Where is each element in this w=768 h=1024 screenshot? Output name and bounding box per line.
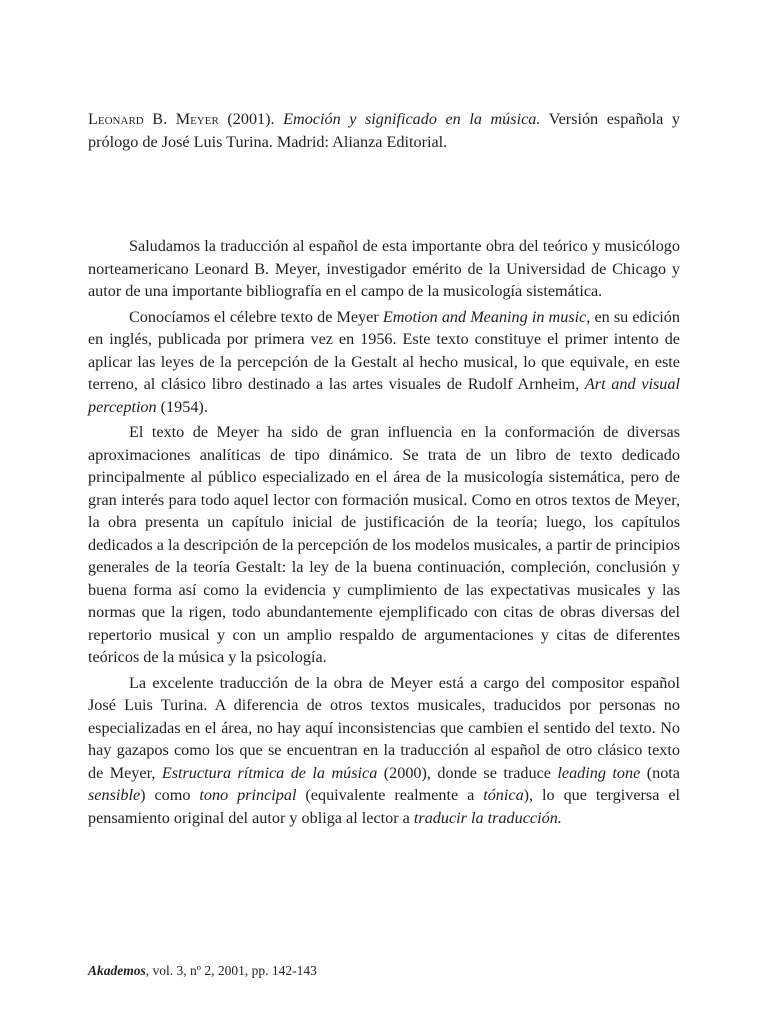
review-body bbox=[88, 235, 680, 829]
text-segment: (1954). bbox=[156, 397, 208, 416]
italic-segment: traducir la traducción. bbox=[413, 808, 562, 827]
text-segment: (equivalente realmente a bbox=[296, 786, 484, 804]
italic-segment: Emotion and Meaning in music, bbox=[382, 307, 591, 326]
text-segment: La excelente traducción de la obra de Meyer está a cargo del compositor español José Luis Turina. A diferencia de otros textos musicales, traducidos por personas no especializadas en el área, no hay aquí inconsistencias que cambien el sentido del texto. No hay gazapos como los que se encuentran en la traducción al español de otro clásico texto de Meyer, bbox=[88, 673, 680, 782]
text-segment: (nota bbox=[640, 763, 680, 782]
italic-segment: Estructura rítmica de la música bbox=[161, 763, 378, 782]
body-paragraph bbox=[88, 306, 680, 419]
italic-segment: tónica bbox=[483, 786, 524, 804]
italic-segment: leading tone bbox=[557, 763, 641, 782]
citation-year: (2001). bbox=[227, 110, 275, 128]
journal-name: Akademos bbox=[88, 963, 146, 978]
body-paragraph bbox=[88, 421, 680, 669]
citation-rest: Versión española y prólogo de José Luis Turina. Madrid: Alianza Editorial. bbox=[88, 110, 680, 151]
text-segment: Conocíamos el célebre texto de Meyer bbox=[129, 307, 383, 326]
text-segment: El texto de Meyer ha sido de gran influencia en la conformación de diversas aproximaciones analíticas de tipo dinámico. Se trata de un libro de texto dedicado principalmente al público especializado en el área de la musicología sistemática, pero de gran interés para todo aquel lector con formación musical. Como en otros textos de Meyer, la obra presenta un capítulo inicial de justificación de la teoría; luego, los capítulos dedicados a la descripción de la percepción de los modelos musicales, a partir de principios generales de la teoría Gestalt: la ley de la buena continuación, compleción, conclusión y buena forma así como la evidencia y cumplimiento de las expectativas musicales y las normas que la rigen, todo abundantemente ejemplificado con citas de obras diversas del repertorio musical y con un amplio respaldo de argumentaciones y citas de diferentes teóricos de la música y la psicología. bbox=[88, 423, 680, 666]
italic-segment: tono principal bbox=[199, 786, 297, 804]
body-paragraph bbox=[88, 235, 680, 303]
italic-segment: sensible bbox=[88, 786, 141, 804]
book-citation bbox=[88, 108, 680, 153]
page-footer bbox=[88, 962, 317, 980]
text-segment: (2000), donde se traduce bbox=[377, 763, 558, 782]
text-segment: ), lo que tergiversa el pensamiento original del autor y obliga al lector a bbox=[88, 786, 681, 827]
italic-segment: Art and visual perception bbox=[88, 375, 680, 416]
citation-title: Emoción y significado en la música. bbox=[283, 110, 541, 128]
body-paragraph bbox=[88, 672, 680, 830]
citation-author: Leonard B. Meyer bbox=[88, 110, 219, 128]
text-segment: Saludamos la traducción al español de esta importante obra del teórico y musicólogo norteamericano Leonard B. Meyer, investigador emérito de la Universidad de Chicago y autor de una importante bibliografía en el campo de la musicología sistemática. bbox=[88, 237, 680, 300]
journal-details: , vol. 3, nº 2, 2001, pp. 142-143 bbox=[145, 963, 317, 978]
text-segment: ) como bbox=[140, 786, 200, 804]
text-segment: en su edición en inglés, publicada por primera vez en 1956. Este texto constituye el primer intento de aplicar las leyes de la percepción de la Gestalt al hecho musical, lo que equivale, en este terreno, al clásico libro destinado a las artes visuales de Rudolf Arnheim, bbox=[88, 307, 680, 393]
review-page bbox=[88, 108, 680, 832]
